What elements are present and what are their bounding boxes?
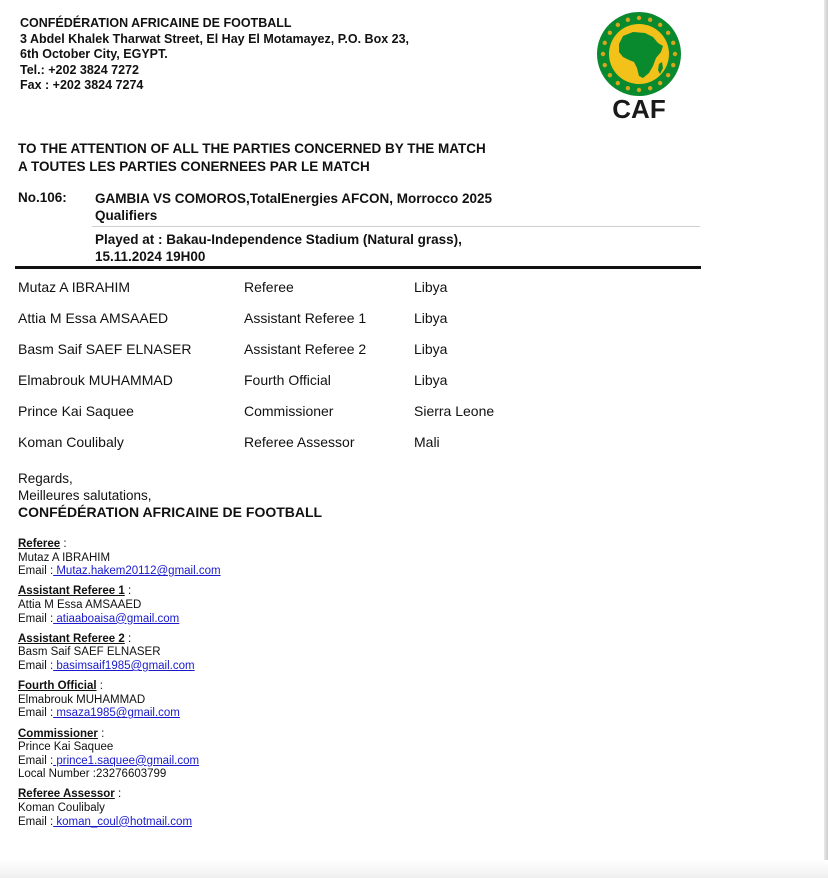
contact-name: Attia M Essa AMSAAED [18,598,142,611]
contact-name: Elmabrouk MUHAMMAD [18,693,146,706]
logo-star [658,81,662,85]
contact-role: Assistant Referee 1 [18,585,125,598]
email-link[interactable]: koman_coul@hotmail.com [53,815,193,828]
match-title: GAMBIA VS COMOROS,TotalEnergies AFCON, Morrocco 2025 Qualifiers [95,191,493,223]
official-role: Assistant Referee 1 [244,310,367,326]
attention-en: TO THE ATTENTION OF ALL THE PARTIES CONCERNED BY THE MATCH [18,141,486,156]
logo-star [616,23,620,27]
logo-star [626,18,630,22]
contact-block: Commissioner : Prince Kai Saquee Email : prince1.saquee@gmail.com Local Number :23276603799 [18,728,221,782]
match-number: No.106: [18,190,67,205]
contact-role: Assistant Referee 2 [18,632,125,645]
contact-list [18,538,221,836]
logo-star [666,31,670,35]
closing-org: CONFÉDÉRATION AFRICAINE DE FOOTBALL [18,504,323,520]
fax: Fax : +202 3824 7274 [20,78,144,92]
logo-star [671,41,675,45]
contact-name: Basm Saif SAEF ELNASER [18,646,161,659]
attention-block [18,140,486,176]
logo-star [626,86,630,90]
contact-block: Referee Assessor : Koman Coulibaly Email : koman_coul@hotmail.com [18,788,221,829]
official-name: Prince Kai Saquee [18,403,134,419]
official-role: Fourth Official [244,372,331,388]
address-line-2: 6th October City, EGYPT. [20,47,168,61]
logo-star [603,63,607,67]
email-label: Email : [18,815,54,828]
logo-star [648,86,652,90]
email-link[interactable]: atiaaboaisa@gmail.com [53,612,180,625]
contact-name: Mutaz A IBRAHIM [18,551,111,564]
logo-star [616,81,620,85]
logo-star [671,63,675,67]
contact-role: Commissioner [18,727,98,740]
logo-star [658,23,662,27]
closing-block [18,470,322,521]
page-bottom-shade [0,860,828,878]
letterhead [20,16,409,94]
official-name: Mutaz A IBRAHIM [18,279,131,295]
logo-star [603,41,607,45]
email-label: Email : [18,565,54,578]
divider-thick [15,266,701,269]
logo-star [648,18,652,22]
match-venue: Played at : Bakau-Independence Stadium (Natural grass), 15.11.2024 19H00 [95,232,462,264]
logo-star [637,16,641,20]
official-role: Commissioner [244,403,334,419]
official-name: Elmabrouk MUHAMMAD [18,372,173,388]
official-country: Libya [414,279,448,295]
official-role: Assistant Referee 2 [244,341,367,357]
local-number: Local Number :23276603799 [18,768,167,781]
logo-star [608,31,612,35]
contact-role: Referee [18,538,61,550]
official-country: Libya [414,310,448,326]
official-country: Sierra Leone [414,403,495,419]
email-link[interactable]: basimsaif1985@gmail.com [53,659,195,672]
attention-fr: A TOUTES LES PARTIES CONERNEES PAR LE MATCH [18,159,370,174]
caf-logo [583,10,695,122]
email-label: Email : [18,612,54,625]
address-line-1: 3 Abdel Khalek Tharwat Street, El Hay El Motamayez, P.O. Box 23, [20,31,410,46]
contact-block: Assistant Referee 1 : Attia M Essa AMSAAED Email : atiaaboaisa@gmail.com [18,585,221,626]
salutations-text: Meilleures salutations, [18,488,152,503]
logo-star [601,52,605,56]
official-country: Libya [414,372,448,388]
contact-block: Fourth Official : Elmabrouk MUHAMMAD Email : msaza1985@gmail.com [18,680,221,721]
official-name: Basm Saif SAEF ELNASER [18,341,192,357]
email-link[interactable]: msaza1985@gmail.com [53,707,180,720]
email-label: Email : [18,659,54,672]
official-role: Referee Assessor [244,434,355,450]
divider-thin [92,226,700,227]
org-name: CONFÉDÉRATION AFRICAINE DE FOOTBALL [20,16,292,30]
official-role: Referee [244,279,294,295]
email-link[interactable]: Mutaz.hakem20112@gmail.com [53,565,221,578]
logo-star [608,73,612,77]
official-country: Libya [414,341,448,357]
email-label: Email : [18,754,54,767]
contact-name: Prince Kai Saquee [18,741,114,754]
logo-star [673,52,677,56]
contact-role: Referee Assessor [18,788,115,801]
official-name: Koman Coulibaly [18,434,124,450]
telephone: Tel.: +202 3824 7272 [20,62,139,77]
regards-text: Regards, [18,471,73,486]
page-edge [824,0,828,878]
contact-block: Assistant Referee 2 : Basm Saif SAEF ELNASER Email : basimsaif1985@gmail.com [18,633,221,674]
logo-star [637,88,641,92]
email-link[interactable]: prince1.saquee@gmail.com [53,754,200,767]
contact-block: Referee : Mutaz A IBRAHIM Email : Mutaz.hakem20112@gmail.com [18,538,221,578]
logo-text: CAF [612,94,666,122]
official-country: Mali [414,434,440,450]
official-name: Attia M Essa AMSAAED [18,310,169,326]
contact-role: Fourth Official [18,680,97,693]
email-label: Email : [18,707,54,720]
logo-star [666,73,670,77]
contact-name: Koman Coulibaly [18,802,105,815]
